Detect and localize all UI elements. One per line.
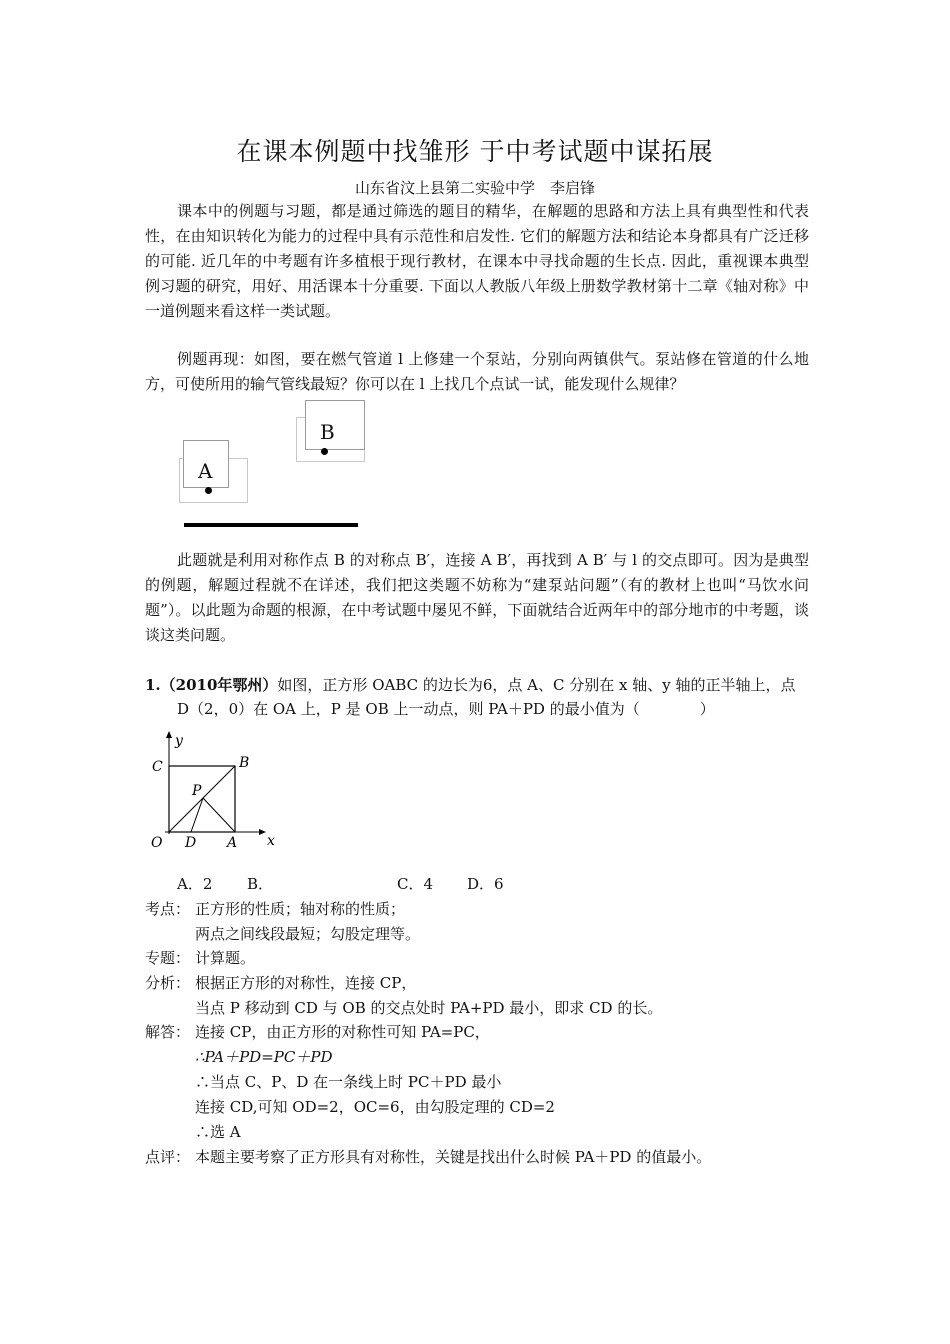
- kaodian-line-1: 正方形的性质；轴对称的性质；: [195, 900, 406, 918]
- zhuanti-text: 计算题。: [195, 949, 256, 967]
- kaodian-label: 考点：: [145, 900, 191, 918]
- label-b: B: [239, 755, 250, 771]
- segment-pa: [203, 798, 235, 832]
- label-a: A: [227, 835, 238, 851]
- question-1-line-1: [145, 675, 796, 695]
- author-line: 山东省汶上县第二实验中学 李启锋: [354, 179, 595, 197]
- option-b: B．: [247, 875, 274, 893]
- option-a: A．2: [177, 875, 213, 893]
- option-d: D．6: [467, 875, 504, 893]
- label-x: x: [267, 833, 275, 849]
- pipeline-l: [184, 523, 358, 527]
- example-paragraph: 例题再现：如图，要在燃气管道 l 上修建一个泵站，分别向两镇供气。泵站修在管道的什么地方，可使所用的输气管线最短？你可以在 l 上找几个点试一试，能发现什么规律？: [145, 350, 809, 393]
- fenxi-label: 分析：: [145, 974, 191, 992]
- question-number: 1.: [145, 676, 161, 694]
- kaodian-line-2: 两点之间线段最短；勾股定理等。: [195, 925, 421, 943]
- option-c: C．4: [397, 875, 434, 893]
- jieda-line-4: 连接 CD,可知 OD=2，OC=6，由勾股定理的 CD=2: [195, 1098, 555, 1116]
- intro-paragraph: 课本中的例题与习题，都是通过筛选的题目的精华，在解题的思路和方法上具有典型性和代表性，在由知识转化为能力的过程中具有示范性和启发性. 它们的解题方法和结论本身都具有广泛迁移的可能. 近几年的中考题有许多植根于现行教材，在课本中寻找命题的生长点. 因此，重视课本典型例习题的研究，用好、用活课本十分重要. 下面以人教版八年级上册数学教材第十二章《轴对称》中一道例题来看这样一类试题。: [145, 202, 809, 320]
- jieda-line-2: ∴PA＋PD=PC＋PD: [195, 1048, 333, 1066]
- question-text-1: 如图，正方形 OABC 的边长为6，点 A、C 分别在 x 轴、y 轴的正半轴上，点: [277, 676, 796, 694]
- dianping-text: 本题主要考察了正方形具有对称性，关键是找出什么时候 PA＋PD 的值最小。: [195, 1148, 712, 1166]
- label-frame-b: [305, 400, 365, 450]
- point-a-dot: [205, 487, 212, 494]
- fenxi-line-1: 根据正方形的对称性，连接 CP，: [195, 974, 417, 992]
- page-title: 在课本例题中找雏形 于中考试题中谋拓展: [236, 137, 714, 166]
- y-axis-arrow: [166, 731, 172, 738]
- label-d: D: [185, 835, 197, 851]
- fenxi-line-2: 当点 P 移动到 CD 与 OB 的交点处时 PA+PD 最小，即求 CD 的长。: [195, 999, 663, 1017]
- zhuanti-label: 专题：: [145, 949, 191, 967]
- jieda-line-5: ∴选 A: [195, 1123, 241, 1141]
- label-p: P: [192, 783, 202, 799]
- question-source: （2010年鄂州）: [160, 676, 278, 694]
- label-y: y: [175, 733, 183, 749]
- jieda-line-1: 连接 CP，由正方形的对称性可知 PA=PC，: [195, 1023, 490, 1041]
- segment-pd: [191, 798, 203, 832]
- square-figure: [145, 728, 275, 853]
- point-b-label: B: [320, 420, 335, 444]
- jieda-label: 解答：: [145, 1023, 191, 1041]
- x-axis-arrow: [259, 829, 266, 835]
- label-o: O: [151, 835, 163, 851]
- label-c: C: [152, 759, 163, 775]
- point-b-dot: [321, 448, 328, 455]
- dianping-label: 点评：: [145, 1148, 191, 1166]
- jieda-line-3: ∴当点 C、P、D 在一条线上时 PC＋PD 最小: [195, 1073, 502, 1091]
- question-1-line-2: D（2，0）在 OA 上，P 是 OB 上一动点，则 PA＋PD 的最小值为（ ）: [177, 700, 715, 718]
- point-a-label: A: [198, 459, 213, 483]
- analysis-paragraph: 此题就是利用对称作点 B 的对称点 B′，连接 A B′，再找到 A B′ 与 l 的交点即可。因为是典型的例题，解题过程就不在详述，我们把这类题不妨称为“建泵站问题”（有的教材上也叫“马饮水问题”）。以此题为命题的根源，在中考试题中屡见不鲜，下面就结合近两年中的部分地市的中考题，谈谈这类问题。: [145, 551, 809, 644]
